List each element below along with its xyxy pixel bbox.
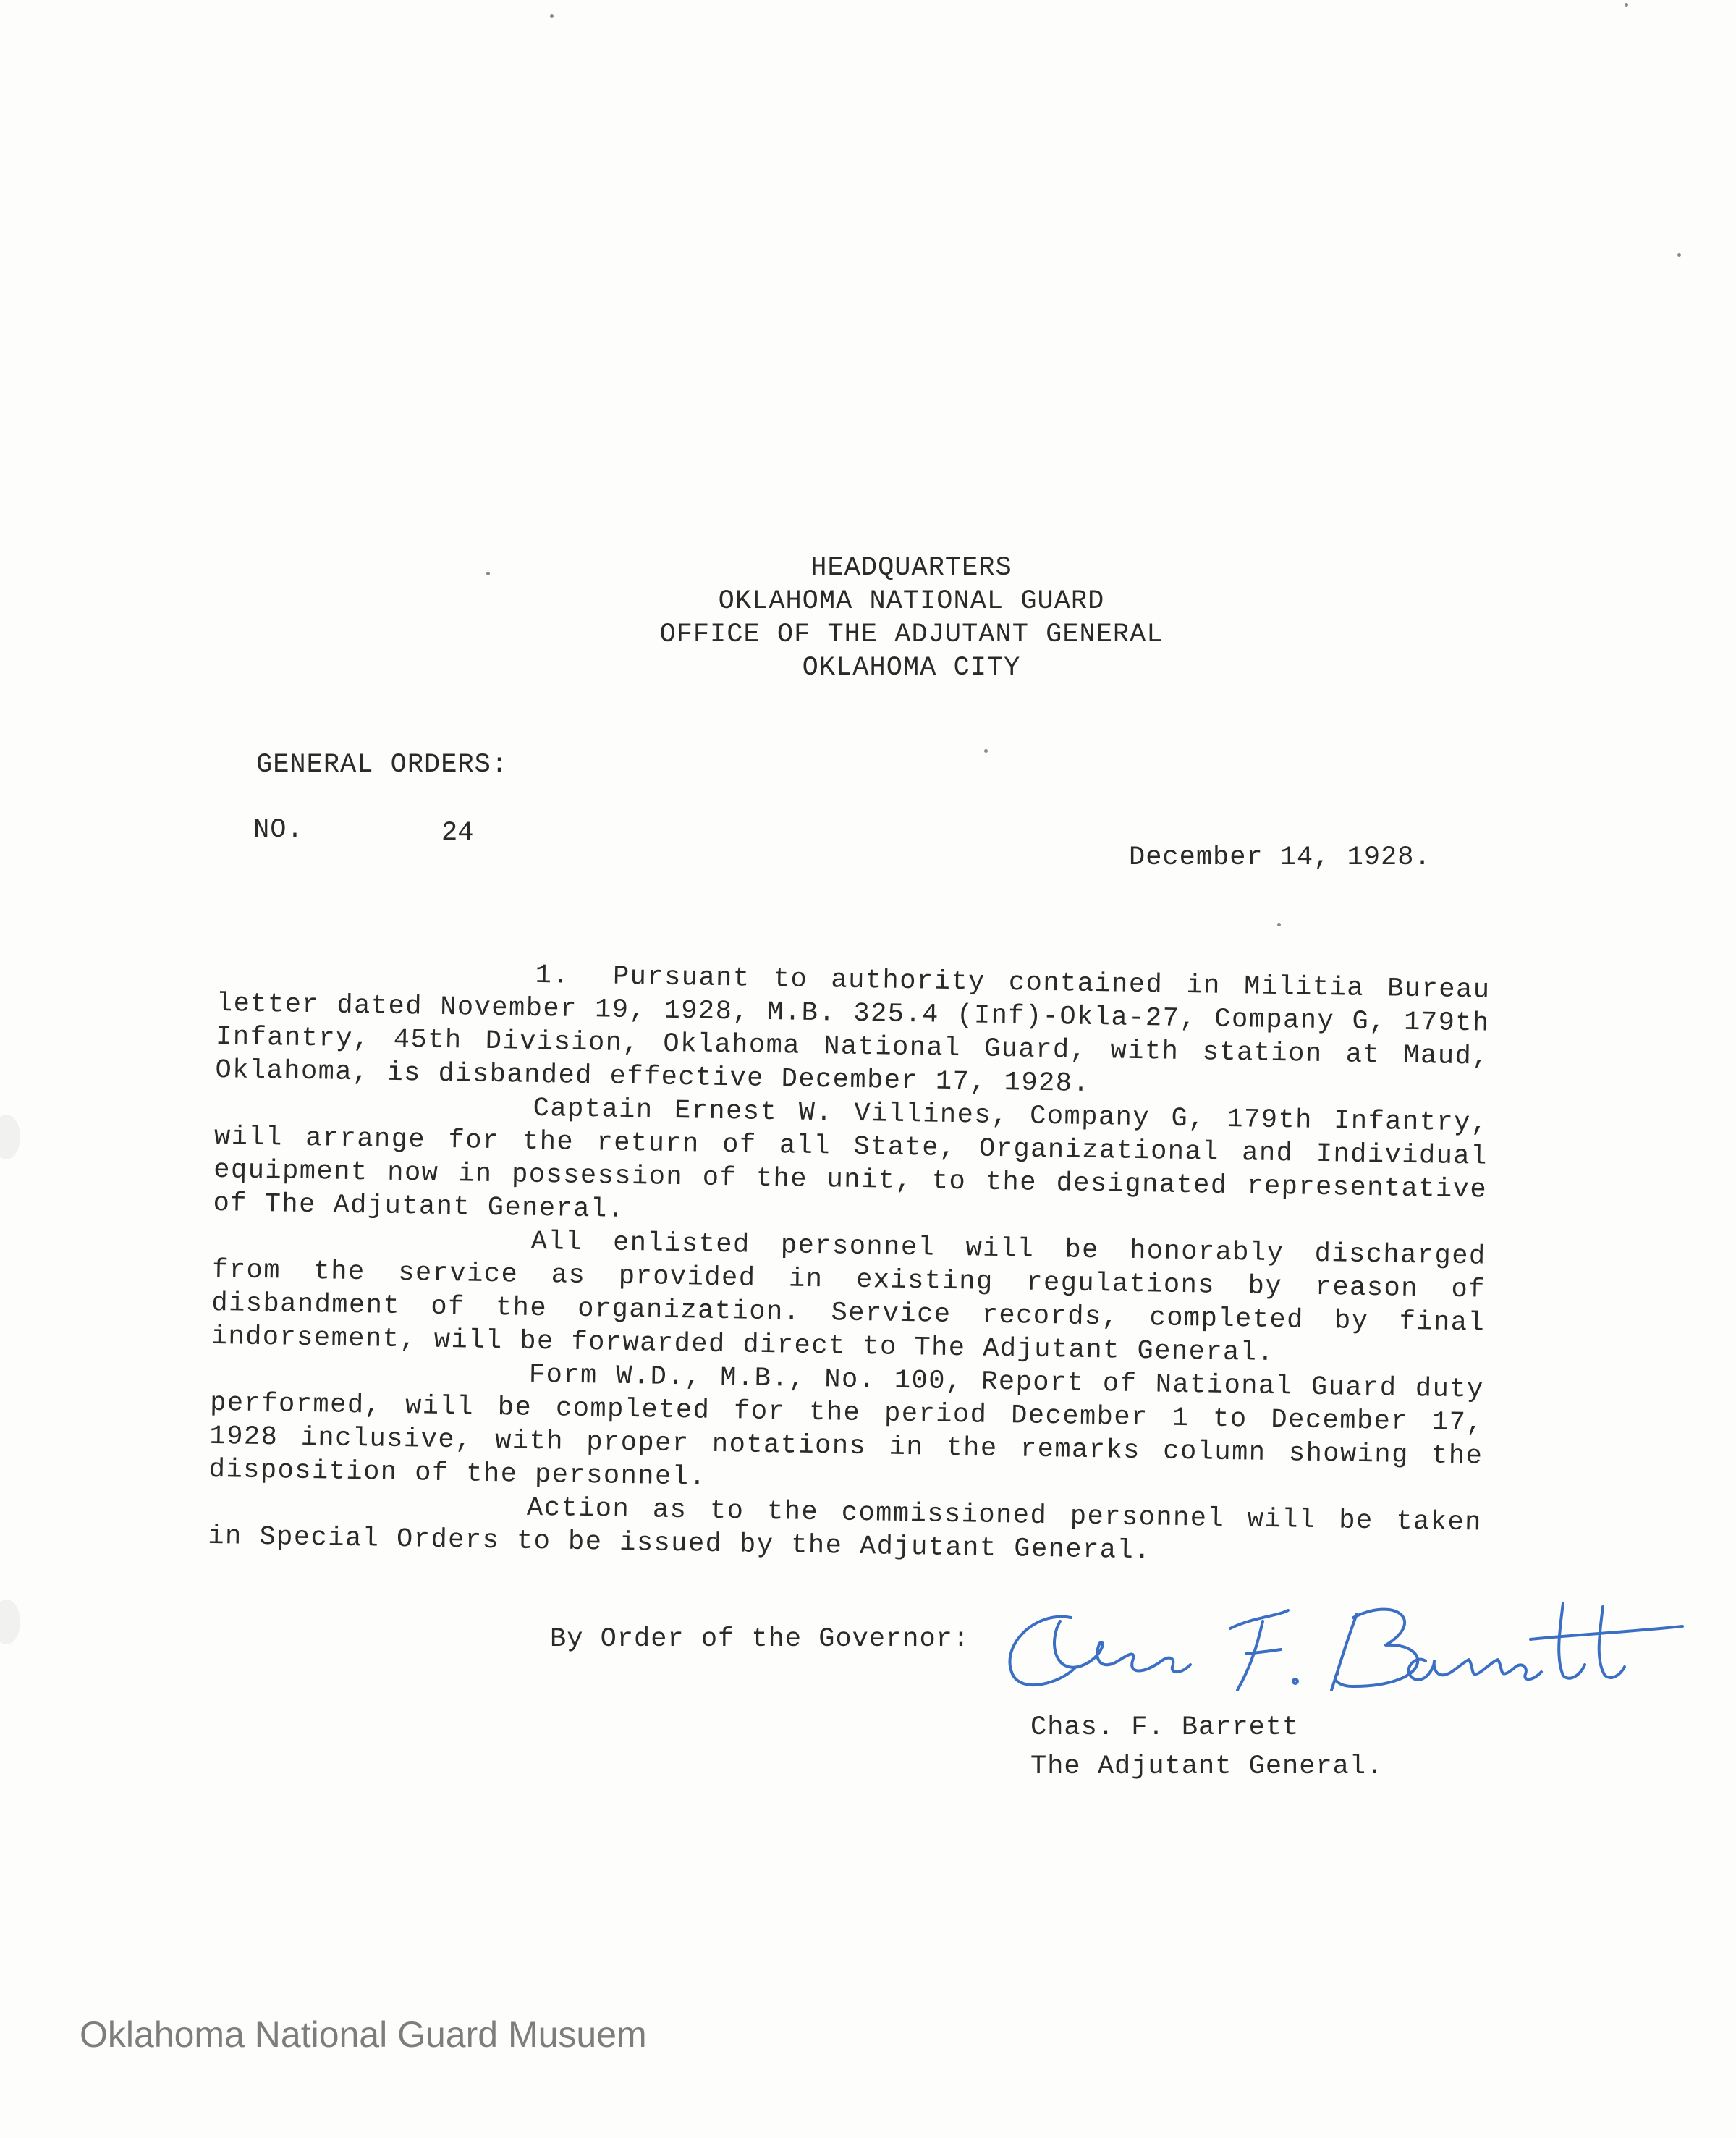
signature-stroke	[1409, 1660, 1541, 1680]
handwritten-signature	[991, 1589, 1686, 1704]
by-order-line: By Order of the Governor:	[550, 1624, 970, 1655]
signer-title: The Adjutant General.	[1030, 1752, 1384, 1782]
signer-block	[1030, 1708, 1383, 1786]
signer-name: Chas. F. Barrett	[1030, 1712, 1300, 1743]
signature-stroke	[1054, 1621, 1190, 1672]
order-body	[208, 954, 1491, 1573]
paragraph-4: Form W.D., M.B., No. 100, Report of National Guard duty performed, will be completed for the period December 1 to December 17, 1928 inclusive, with proper notations in the remarks column showing the disposition of the personnel.	[208, 1359, 1485, 1493]
punch-hole-mark	[0, 1115, 20, 1159]
letterhead	[0, 552, 1736, 685]
order-number: 24	[441, 818, 474, 848]
paragraph-5: Action as to the commissioned personnel will be taken in Special Orders to be issued by the Adjutant General.	[208, 1492, 1483, 1567]
paragraph-3: All enlisted personnel will be honorably discharged from the service as provided in existing regulations by reason of disbandment of the organization. Service records, completed by final indorsement, will be forwarded direct to The Adjutant General.	[211, 1226, 1486, 1369]
paragraph-1-text: Pursuant to authority contained in Militia Bureau letter dated November 19, 1928, M.B. 325.4 (Inf)-Okla-27, Company G, 179th Infantry, 45th Division, Oklahoma National Guard, with station at Maud, Oklahoma, is disbanded effective December 17, 1928.	[215, 961, 1491, 1099]
letterhead-line: OKLAHOMA NATIONAL GUARD	[718, 586, 1105, 617]
paragraph-number: 1.	[535, 960, 570, 992]
signature-stroke	[1009, 1617, 1075, 1685]
paragraph-2: Captain Ernest W. Villines, Company G, 179th Infantry, will arrange for the return of all State, Organizational and Individual equipment now in possession of the unit, to the designated representative of The Adjutant General.	[213, 1093, 1489, 1225]
paragraph-1	[215, 954, 1491, 1107]
order-number-label: NO.	[253, 815, 304, 845]
paper-speck	[1625, 3, 1628, 7]
general-orders-label: GENERAL ORDERS:	[256, 750, 509, 780]
punch-hole-mark	[0, 1600, 20, 1644]
order-date: December 14, 1928.	[1129, 842, 1431, 873]
museum-watermark: Oklahoma National Guard Musuem	[80, 2014, 647, 2055]
signature-stroke	[1530, 1626, 1682, 1639]
signature-stroke	[1293, 1679, 1297, 1683]
signature-stroke	[1230, 1610, 1288, 1690]
paper-speck	[984, 749, 988, 753]
letterhead-line: OKLAHOMA CITY	[802, 653, 1021, 683]
paper-speck	[1677, 253, 1681, 257]
paper-speck	[1277, 923, 1281, 926]
letterhead-line: OFFICE OF THE ADJUTANT GENERAL	[659, 620, 1164, 650]
letterhead-line: HEADQUARTERS	[810, 553, 1012, 583]
paper-speck	[550, 14, 554, 18]
signature-stroke	[1331, 1610, 1418, 1690]
signature-stroke	[1559, 1603, 1625, 1678]
